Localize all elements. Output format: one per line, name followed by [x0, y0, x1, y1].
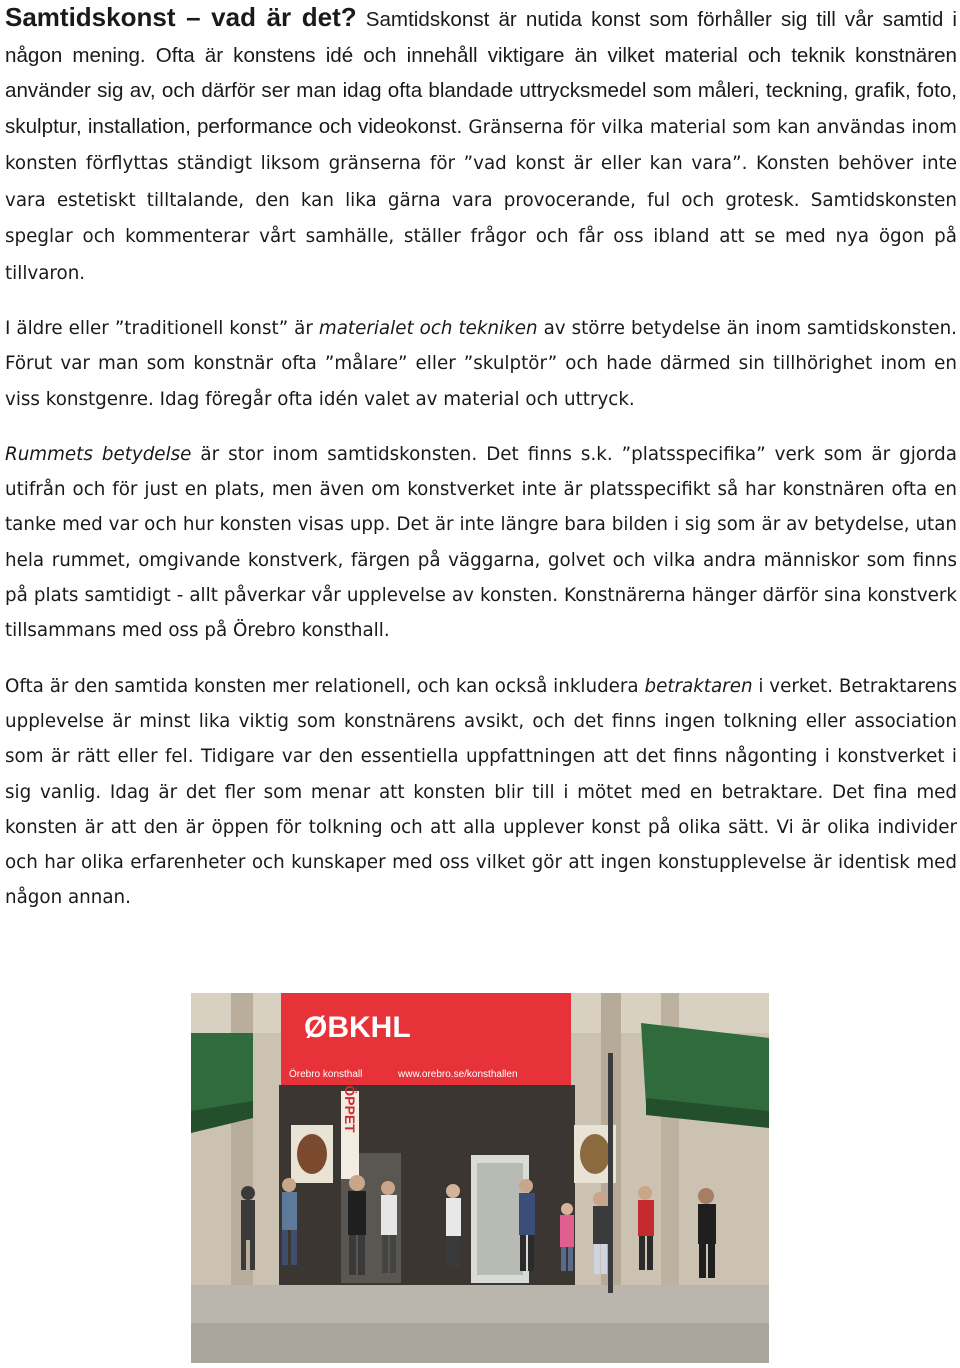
text: är stor inom samtidskonsten. Det finns s.k. ”platsspecifika” verk som är gjorda utifrån och för just en plats, men även om konstverket inte är platsspecifikt så har konstnären ofta en tanke med var och hur konsten visas upp. Det är inte längre bara bilden i sig som är av betydelse, utan hela rummet, omgivande konstverk, färgen på väggarna, golvet och vilka andra människor som finns på plats samtidigt - allt påverkar vår upplevelse av konsten. Konstnärerna hänger därför sina konstverk tillsammans med oss på Örebro konsthall. — [5, 443, 957, 642]
intro-continuation: Gränserna för vilka material som kan användas inom konsten förflyttas ständigt liksom gränserna för ”vad konst är eller kan vara”. Konsten behöver inte vara estetiskt tilltalande, den kan lika gärna vara provocerande, ful och grotesk. Samtidskonsten speglar och kommenterar vårt samhälle, ställer frågor och får oss ibland att se med nya ögon på tillvaron. — [5, 116, 957, 284]
paragraph-intro — [5, 0, 957, 291]
text: Ofta är den samtida konsten mer relationell, och kan också inkludera — [5, 675, 645, 697]
banner-logo: ØBKHL — [304, 1011, 411, 1044]
paragraph-traditional-art — [5, 311, 957, 417]
paragraph-viewer — [5, 669, 957, 916]
emphasis-text: betraktaren — [644, 675, 753, 697]
konsthall-photo — [191, 993, 769, 1363]
emphasis-text: Rummets betydelse — [5, 443, 192, 465]
intro-lead: Samtidskonst är nutida konst som förhåller sig till vår samtid i någon mening. Ofta är konstens idé och innehåll viktigare än vilket material och teknik konstnären använder sig av, och därför ser man idag ofta blandade uttrycksmedel som måleri, teckning, grafik, foto, skulptur, installation, performance och videokonst. — [5, 8, 957, 138]
text: i verket. Betraktarens upplevelse är minst lika viktig som konstnärens avsikt, och det finns ingen tolkning eller association som är rätt eller fel. Tidigare var den essentiella uppfattningen att det finns någonting i konstverket i sig vanlig. Idag är det fler som menar att konsten blir till i mötet med en betraktare. Det fina med konsten är att den är öppen för tolkning och att alla upplever konst på olika sätt. Vi är olika individer och har olika erfarenheter och kunskaper med oss vilket gör att ingen konstupplevelse är identisk med någon annan. — [5, 675, 957, 909]
document-page — [5, 0, 957, 916]
text: av större betydelse än inom samtidskonsten. Förut var man som konstnär ofta ”målare” eller ”skulptör” och hade därmed sin tillhörighet inom en viss konstgenre. Idag föregår ofta idén valet av material och uttryck. — [5, 318, 957, 410]
paragraph-room — [5, 437, 957, 649]
banner-left-text: Örebro konsthall — [289, 1069, 363, 1080]
open-sign: ÖPPET — [342, 1085, 358, 1133]
emphasis-text: materialet och tekniken — [318, 318, 538, 339]
page-title: Samtidskonst – vad är det? — [5, 2, 357, 32]
banner-right-text: www.orebro.se/konsthallen — [398, 1069, 518, 1080]
text: I äldre eller ”traditionell konst” är — [5, 318, 319, 339]
